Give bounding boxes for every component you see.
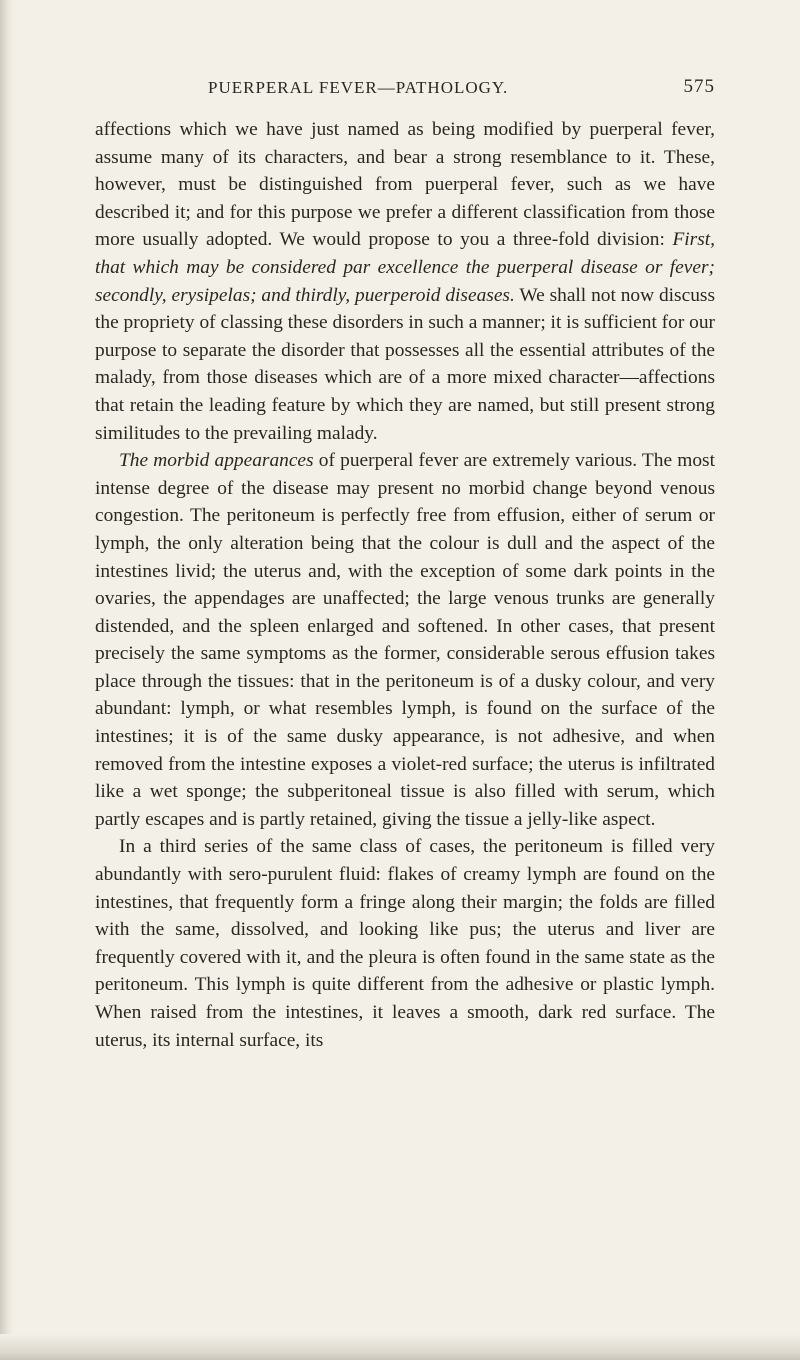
- running-title: PUERPERAL FEVER—PATHOLOGY.: [208, 78, 509, 97]
- text-segment: We shall not now discuss the propriety of classing these disorders in such a manner; it is sufficient for our purpose to separate the disorder that possesses all the essential attributes of the malady, from those diseases which are of a more mixed character—affections that retain the leading feature by which they are named, but still present strong similitudes to the prevailing malady.: [95, 284, 715, 444]
- text-segment: In a third series of the same class of cases, the peritoneum is filled very abundantly with sero-purulent fluid: flakes of creamy lymph are found on the intestines, that frequently form a fringe along their margin; the folds are filled with the same, dissolved, and looking like pus; the uterus and liver are frequently covered with it, and the pleura is often found in the same state as the peritoneum. This lymph is quite different from the adhesive or plastic lymph. When raised from the intestines, it leaves a smooth, dark red surface. The uterus, its internal surface, its: [95, 836, 715, 1051]
- page-bottom-edge: [0, 1334, 800, 1360]
- italic-segment: First, that which may be considered par excellence the puerperal disease or fever; secondly, erysipelas; and thirdly, puerperoid diseases.: [95, 229, 715, 306]
- page-number: 575: [683, 76, 715, 97]
- paragraph-1: [95, 116, 715, 447]
- page-edge-shadow: [0, 0, 14, 1360]
- text-segment: affections which we have just named as being modified by puerperal fever, assume many of its characters, and bear a strong resemblance to it. These, however, must be distinguished from puerperal fever, such as we have described it; and for this purpose we prefer a different classification from those more usually adopted. We would propose to you a three-fold division:: [95, 119, 715, 251]
- book-page: [95, 70, 715, 1054]
- text-segment: of puerperal fever are extremely various. The most intense degree of the disease may present no morbid change beyond venous congestion. The peritoneum is perfectly free from effusion, either of serum or lymph, the only alteration being that the colour is dull and the aspect of the intestines livid; the uterus and, with the exception of some dark points in the ovaries, the appendages are unaffected; the large venous trunks are generally distended, and the spleen enlarged and softened. In other cases, that present precisely the same symptoms as the former, considerable serous effusion takes place through the tissues: that in the peritoneum is of a dusky colour, and very abundant: lymph, or what resembles lymph, is found on the surface of the intestines; it is of the same dusky appearance, is not adhesive, and when removed from the intestine exposes a violet-red surface; the uterus is infiltrated like a wet sponge; the subperitoneal tissue is also filled with serum, which partly escapes and is partly retained, giving the tissue a jelly-like aspect.: [95, 450, 715, 830]
- paragraph-2: [95, 447, 715, 833]
- italic-segment: The morbid appearances: [119, 450, 314, 472]
- paragraph-3: [95, 833, 715, 1054]
- running-head: [95, 70, 715, 104]
- body-text: [95, 116, 715, 1054]
